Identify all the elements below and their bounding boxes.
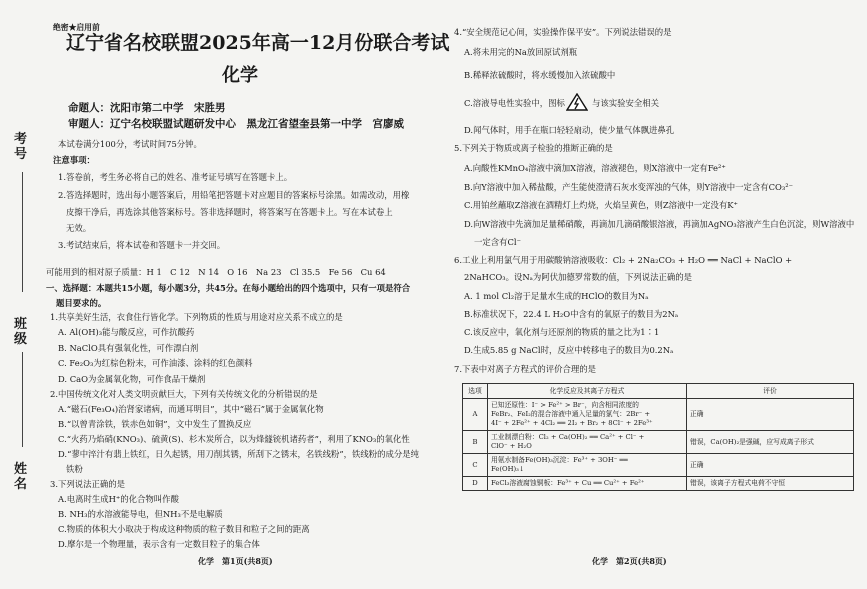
table-row bbox=[463, 477, 854, 491]
exam-number-label: 考号 bbox=[14, 132, 28, 162]
exam-title: 辽宁省名校联盟2025年高一12月份联合考试 bbox=[66, 32, 450, 54]
binding-line bbox=[22, 172, 23, 292]
reaction-line: 用氨水制备Fe(OH)₃沉淀：Fe³⁺ + 3OH⁻ ══ bbox=[491, 456, 628, 464]
question-1-option: C. Fe₂O₃为红棕色粉末，可作油漆、涂料的红色颜料 bbox=[58, 358, 253, 368]
table-header: 评价 bbox=[687, 384, 854, 399]
question-2-option: B.“以曾青涂铁，铁赤色如铜”，文中发生了置换反应 bbox=[58, 419, 252, 429]
intro-text: 本试卷满分100分，考试时间75分钟。 bbox=[58, 139, 202, 149]
table-cell-evaluation: 正确 bbox=[687, 399, 854, 431]
page-footer: 化学 第1页(共8页) bbox=[198, 556, 273, 566]
reaction-line: FeBr₂、FeI₂的混合溶液中通入足量的氯气：2Br⁻ + bbox=[491, 410, 651, 418]
notes-line: 3.考试结束后，将本试卷和答题卡一并交回。 bbox=[58, 240, 226, 250]
question-5-option: 一定含有Cl⁻ bbox=[474, 237, 522, 247]
binding-line bbox=[22, 352, 23, 447]
question-6-option: D.生成5.85 g NaCl时，反应中转移电子的数目为0.2Nₐ bbox=[464, 345, 674, 355]
binding-strip bbox=[0, 0, 44, 589]
notes-title: 注意事项： bbox=[53, 155, 95, 165]
page-footer: 化学 第2页(共8页) bbox=[592, 556, 667, 566]
question-3-option: C.物质的体积大小取决于构成这种物质的粒子数目和粒子之间的距离 bbox=[58, 524, 310, 534]
question-3-stem: 3.下列说法正确的是 bbox=[50, 479, 125, 489]
question-5-option: A.向酸性KMnO₄溶液中滴加X溶液，溶液褪色，则X溶液中一定有Fe²⁺ bbox=[464, 163, 726, 173]
question-4-option: A.将未用完的Na放回原试剂瓶 bbox=[464, 47, 578, 57]
section-title: 题目要求的。 bbox=[56, 298, 107, 308]
question-1-option: B. NaClO具有强氧化性，可作漂白剂 bbox=[58, 343, 199, 353]
question-6-option: C.该反应中，氧化剂与还原剂的物质的量之比为1∶1 bbox=[464, 327, 660, 337]
question-4-option: 与该实验安全相关 bbox=[592, 98, 659, 108]
question-2-option: C.“火药乃焰硝(KNO₃)、硫黄(S)、杉木炭所合，以为烽燧铳机诸药者”，利用了KNO₃的氧化性 bbox=[58, 434, 410, 444]
table-row bbox=[463, 454, 854, 477]
notes-line: 无效。 bbox=[66, 223, 92, 233]
table-row bbox=[463, 399, 854, 431]
question-1-option: D. CaO为金属氧化物，可作食品干燥剂 bbox=[58, 374, 206, 384]
table-cell-reaction bbox=[488, 431, 687, 454]
table-cell-evaluation: 错误，该离子方程式电荷不守恒 bbox=[687, 477, 854, 491]
question-2-option: D.“蓼中淬汁有翡上铁红，日久起锈，用刀削其锈，所刮下之锈末，名铁线粉”，铁线粉的成分是纯 bbox=[58, 449, 420, 459]
question-1-stem: 1.共享美好生活，衣食住行皆化学。下列物质的性质与用途对应关系不成立的是 bbox=[50, 312, 343, 322]
table-header: 化学反应及其离子方程式 bbox=[488, 384, 687, 399]
question-4-option: D.闻气体时，用手在瓶口轻轻扇动，使少量气体飘进鼻孔 bbox=[464, 125, 675, 135]
notes-line: 皮擦干净后，再选涂其他答案标号。答非选择题时，将答案写在答题卡上。写在本试卷上 bbox=[66, 207, 393, 217]
page-1 bbox=[46, 0, 450, 589]
question-4-option: C.溶液导电性实验中，图标 bbox=[464, 98, 565, 108]
notes-line: 2.答选择题时，选出每小题答案后，用铅笔把答题卡对应题目的答案标号涂黑。如需改动，用橡 bbox=[58, 190, 410, 200]
table-header-row bbox=[463, 384, 854, 399]
reaction-line: FeCl₃溶液腐蚀铜板：Fe³⁺ + Cu ══ Cu²⁺ + Fe²⁺ bbox=[491, 479, 645, 487]
question-4-option: B.稀释浓硫酸时，将水缓慢加入浓硫酸中 bbox=[464, 70, 616, 80]
table-cell-option: D bbox=[463, 477, 488, 491]
question-6-option: A. 1 mol Cl₂溶于足量水生成的HClO的数目为Nₐ bbox=[464, 291, 649, 301]
question-3-option: D.摩尔是一个物理量，表示含有一定数目粒子的集合体 bbox=[58, 539, 260, 549]
electrical-hazard-icon bbox=[566, 93, 588, 111]
section-title: 一、选择题：本题共15小题，每小题3分，共45分。在每小题给出的四个选项中，只有一项是符合 bbox=[46, 283, 411, 293]
question-2-option: A.“磁石(Fe₃O₄)治肾家诸病，而通耳明目”，其中“磁石”属于金属氧化物 bbox=[58, 404, 324, 414]
question-5-option: C.用铂丝蘸取Z溶液在酒精灯上灼烧，火焰呈黄色，则Z溶液中一定没有K⁺ bbox=[464, 200, 738, 210]
table-header: 选项 bbox=[463, 384, 488, 399]
table-cell-evaluation: 正确 bbox=[687, 454, 854, 477]
table-cell-evaluation: 错误，Ca(OH)₂是强碱，应写成离子形式 bbox=[687, 431, 854, 454]
question-6-stem: 6.工业上利用氯气用于用碳酸钠溶液吸收：Cl₂ + 2Na₂CO₃ + H₂O ══ NaCl + NaClO + bbox=[454, 255, 793, 265]
question-3-option: A.电离时生成H⁺的化合物叫作酸 bbox=[58, 494, 179, 504]
reaction-line: Fe(OH)₃↓ bbox=[491, 465, 525, 473]
table-cell-reaction bbox=[488, 399, 687, 431]
question-1-option: A. Al(OH)₃能与酸反应，可作抗酸药 bbox=[58, 327, 195, 337]
reaction-line: 4I⁻ + 2Fe²⁺ + 4Cl₂ ══ 2I₂ + Br₂ + 8Cl⁻ + 2Fe³⁺ bbox=[491, 419, 653, 427]
question-2-stem: 2.中国传统文化对人类文明贡献巨大，下列有关传统文化的分析错误的是 bbox=[50, 389, 318, 399]
table-cell-reaction bbox=[488, 477, 687, 491]
question-4-stem: 4.“安全规范记心间，实验操作保平安”。下列说法错误的是 bbox=[454, 27, 672, 37]
name-label: 姓名 bbox=[14, 462, 28, 492]
reaction-line: 工业制漂白粉：Cl₂ + Ca(OH)₂ ══ Ca²⁺ + Cl⁻ + bbox=[491, 433, 645, 441]
question-5-option: B.向Y溶液中加入稀盐酸，产生能使澄清石灰水变浑浊的气体，则Y溶液中一定含有CO₃²⁻ bbox=[464, 182, 794, 192]
setter-line: 命题人：沈阳市第二中学 宋胜男 bbox=[68, 102, 226, 114]
reaction-line: ClO⁻ + H₂O bbox=[491, 442, 532, 450]
question-5-stem: 5.下列关于物质或离子检验的推断正确的是 bbox=[454, 143, 613, 153]
subject-title: 化学 bbox=[222, 65, 258, 86]
table-cell-option: A bbox=[463, 399, 488, 431]
class-label: 班级 bbox=[14, 317, 28, 347]
evaluation-table bbox=[462, 383, 854, 491]
confidential-mark: 绝密★启用前 bbox=[53, 23, 100, 32]
question-3-option: B. NH₃的水溶液能导电，但NH₃不是电解质 bbox=[58, 509, 223, 519]
question-7-stem: 7.下表中对离子方程式的评价合理的是 bbox=[454, 364, 596, 374]
table-cell-reaction bbox=[488, 454, 687, 477]
question-2-option: 铁粉 bbox=[66, 464, 83, 474]
question-5-option: D.向W溶液中先滴加足量稀硝酸，再滴加几滴硝酸银溶液，再滴加AgNO₃溶液产生白色沉淀，则W溶液中 bbox=[464, 219, 855, 229]
question-6-option: B.标准状况下，22.4 L H₂O中含有的氧原子的数目为2Nₐ bbox=[464, 309, 679, 319]
reviewer-line: 审题人：辽宁名校联盟试题研发中心 黑龙江省望奎县第一中学 宫廖威 bbox=[68, 118, 404, 130]
page-2 bbox=[452, 0, 857, 589]
reaction-line: 已知还原性：I⁻ > Fe²⁺ > Br⁻，向含相同浓度的 bbox=[491, 401, 639, 409]
table-row bbox=[463, 431, 854, 454]
notes-line: 1.答卷前，考生务必将自己的姓名、准考证号填写在答题卡上。 bbox=[58, 172, 293, 182]
table-cell-option: B bbox=[463, 431, 488, 454]
atomic-masses: 可能用到的相对原子质量：H 1 C 12 N 14 O 16 Na 23 Cl 35.5 Fe 56 Cu 64 bbox=[46, 267, 386, 277]
table-cell-option: C bbox=[463, 454, 488, 477]
question-6-stem: 2NaHCO₃。设Nₐ为阿伏加德罗常数的值，下列说法正确的是 bbox=[464, 272, 693, 282]
